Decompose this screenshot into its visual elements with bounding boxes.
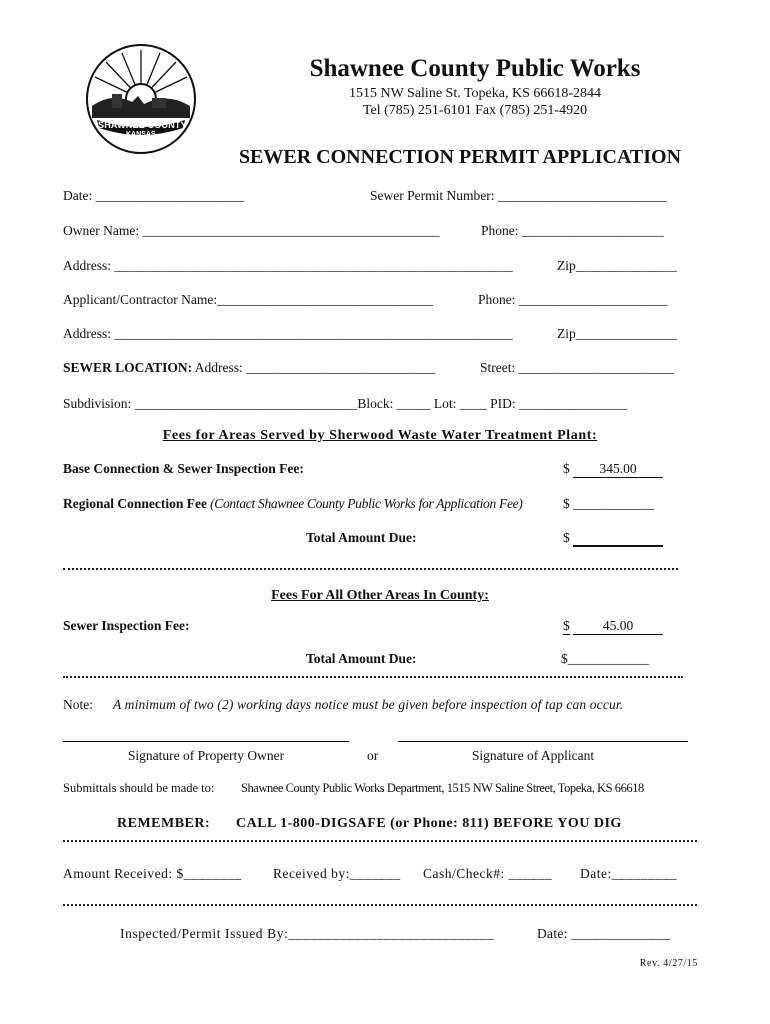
applicant-address-field[interactable]: Address: ___________________________________________________________ [63,326,513,341]
dotted-separator [63,840,697,842]
county-seal-logo [82,44,200,154]
regional-fee-value-field[interactable]: $ ____________ [563,496,655,511]
sherwood-total-label: Total Amount Due: [306,530,417,545]
note-text: A minimum of two (2) working days notice must be given before inspection of tap can occur. [113,697,624,712]
owner-name-field[interactable]: Owner Name: ____________________________________________ [63,223,440,238]
base-fee-value: 345.00 [573,461,663,478]
applicant-signature-line[interactable] [398,741,688,742]
other-total-label: Total Amount Due: [306,651,417,666]
cash-check-number-field[interactable]: Cash/Check#: ______ [423,866,553,881]
other-total-field[interactable]: $____________ [561,651,649,666]
dotted-separator [63,676,683,678]
inspected-date-field[interactable]: Date: ______________ [537,926,671,941]
submittals-address: Shawnee County Public Works Department, 1515 NW Saline Street, Topeka, KS 66618 [241,781,644,795]
amount-received-field[interactable]: Amount Received: $________ [63,866,242,881]
owner-signature-label: Signature of Property Owner [127,748,285,763]
regional-fee-row [63,496,523,512]
submittals-label: Submittals should be made to: [63,781,215,795]
owner-address-field[interactable]: Address: ___________________________________________________________ [63,258,513,273]
regional-fee-note: (Contact Shawnee County Public Works for Application Fee) [207,496,523,511]
sewer-permit-number-field[interactable]: Sewer Permit Number: _________________________ [370,188,667,203]
sherwood-fees-heading: Fees for Areas Served by Sherwood Waste Water Treatment Plant: [162,428,598,443]
applicant-zip-field[interactable]: Zip_______________ [557,326,677,341]
dotted-separator [63,568,678,570]
revision-date: Rev. 4/27/15 [639,958,698,969]
applicant-signature-label: Signature of Applicant [471,748,595,763]
logo-text-state: KANSAS [126,131,156,138]
sewer-location-address-field[interactable]: Address: ____________________________ [192,360,436,375]
inspection-fee-value: 45.00 [573,618,663,635]
logo-text-county: SHAWNEE COUNTY [98,120,187,130]
date-field[interactable]: Date: ______________________ [63,188,245,203]
note-label: Note: [63,697,93,712]
sewer-location-label: SEWER LOCATION: [63,360,193,375]
received-by-field[interactable]: Received by:_______ [273,866,401,881]
org-address: 1515 NW Saline St. Topeka, KS 66618-2844 [348,86,602,101]
base-fee-label: Base Connection & Sewer Inspection Fee: [63,461,304,476]
owner-signature-line[interactable] [63,741,349,742]
inspection-fee-label: Sewer Inspection Fee: [63,618,190,633]
remember-text: CALL 1-800-DIGSAFE (or Phone: 811) BEFORE YOU DIG [236,816,622,831]
applicant-name-field[interactable]: Applicant/Contractor Name:________________________________ [63,292,434,307]
regional-fee-label: Regional Connection Fee [63,496,207,511]
sherwood-total-field[interactable] [573,530,663,547]
org-phone-fax: Tel (785) 251-6101 Fax (785) 251-4920 [362,103,588,118]
sherwood-total-currency: $ [563,530,570,545]
remember-label: REMEMBER: [117,816,211,831]
org-name: Shawnee County Public Works [309,55,641,82]
office-date-field[interactable]: Date:_________ [580,866,677,881]
owner-phone-field[interactable]: Phone: _____________________ [481,223,664,238]
sewer-location-row [63,360,435,376]
signature-or: or [367,748,379,763]
inspected-permit-issued-by-field[interactable]: Inspected/Permit Issued By:____________________________ [120,926,495,941]
dotted-separator [63,904,697,906]
owner-zip-field[interactable]: Zip_______________ [557,258,677,273]
base-fee-currency: $ [563,461,570,476]
subdivision-block-lot-pid-field[interactable]: Subdivision: _________________________________Block: _____ Lot: ____ PID: ________________ [63,396,628,411]
sewer-location-street-field[interactable]: Street: _______________________ [480,360,674,375]
applicant-phone-field[interactable]: Phone: ______________________ [478,292,668,307]
form-title: SEWER CONNECTION PERMIT APPLICATION [238,146,682,168]
inspection-fee-currency: $ [563,618,570,633]
other-areas-heading: Fees For All Other Areas In County: [271,588,489,603]
